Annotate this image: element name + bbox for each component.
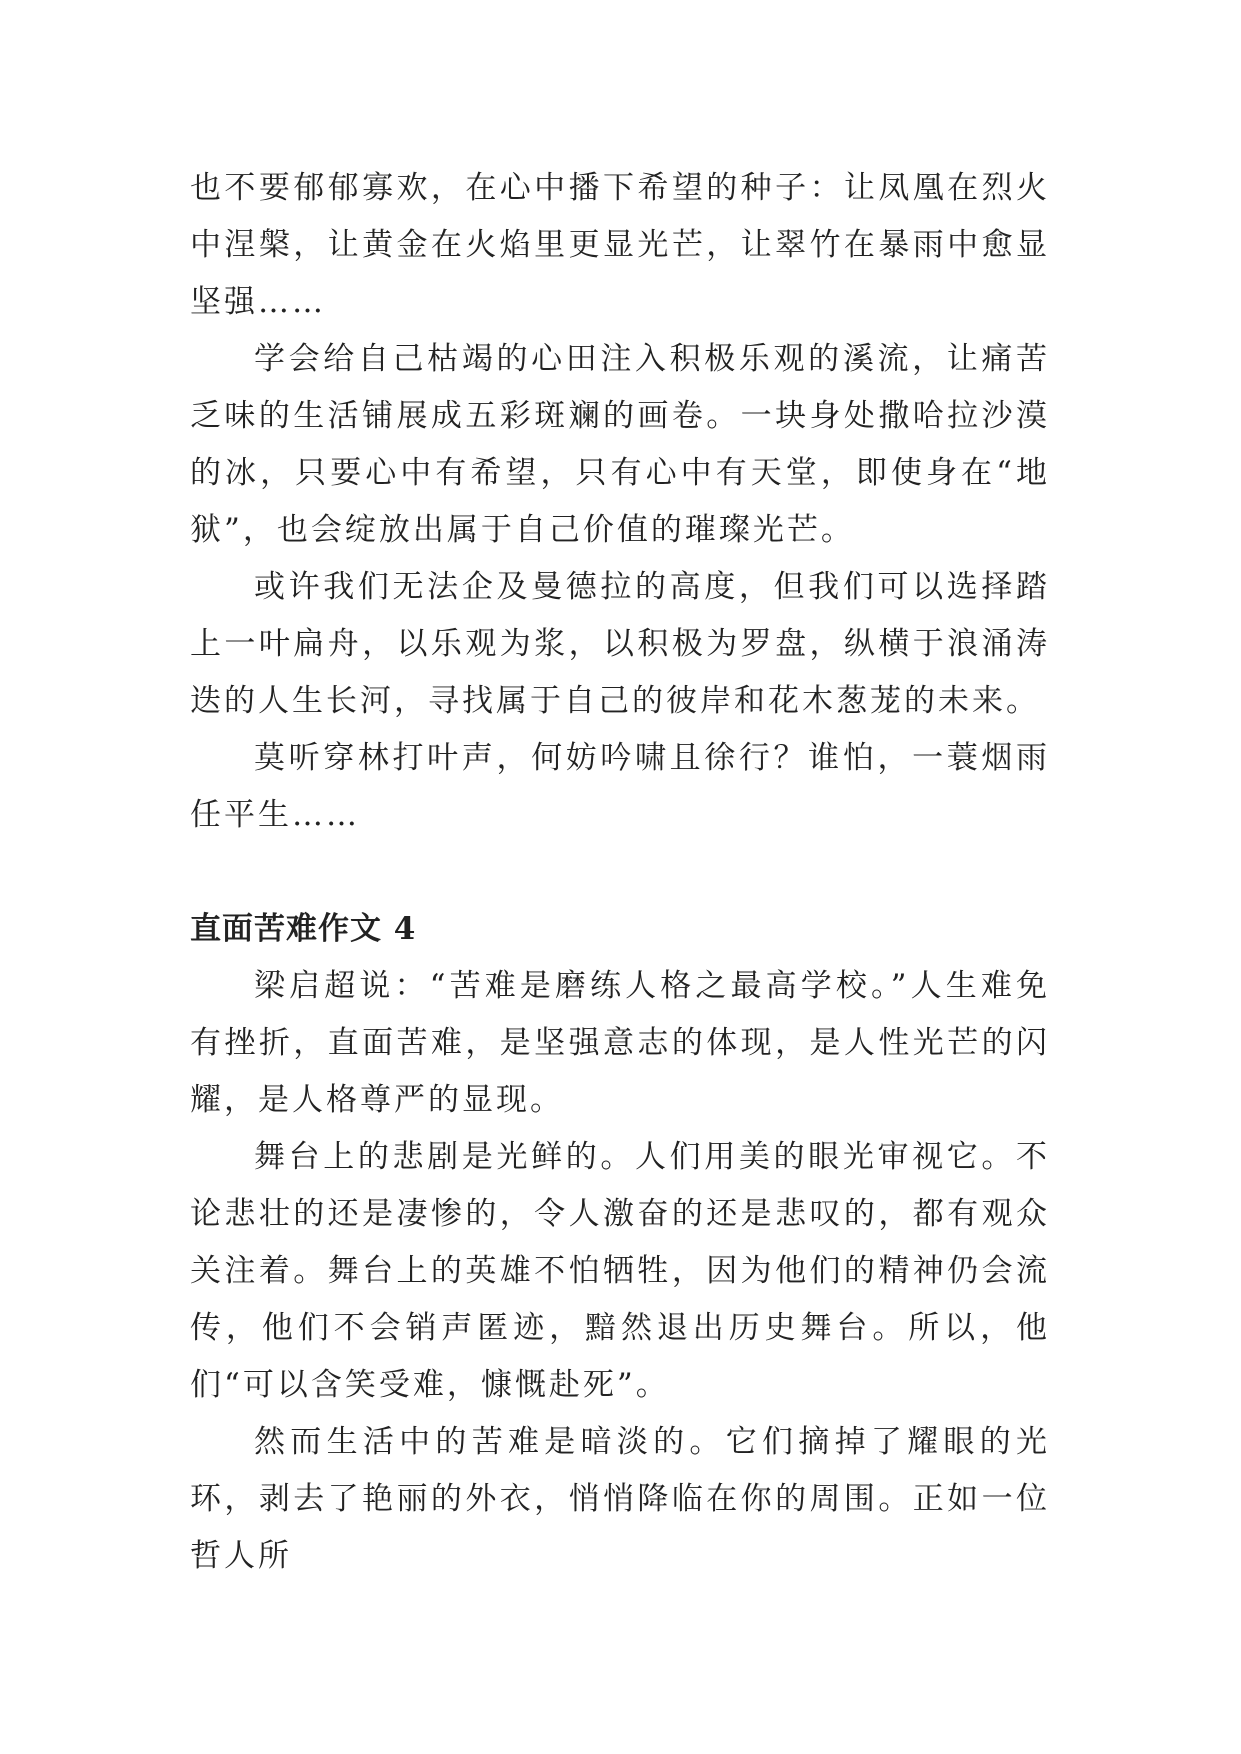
paragraph: 学会给自己枯竭的心田注入积极乐观的溪流，让痛苦乏味的生活铺展成五彩斑斓的画卷。一块身处撒哈拉沙漠的冰，只要心中有希望，只有心中有天堂，即使身在“地狱”，也会绽放出属于自己价值的璀璨光芒。 xyxy=(190,341,1050,548)
paragraph: 然而生活中的苦难是暗淡的。它们摘掉了耀眼的光环，剥去了艳丽的外衣，悄悄降临在你的周围。正如一位哲人所 xyxy=(190,1424,1050,1574)
paragraph: 或许我们无法企及曼德拉的高度，但我们可以选择踏上一叶扁舟，以乐观为浆，以积极为罗盘，纵横于浪涌涛迭的人生长河，寻找属于自己的彼岸和花木葱茏的未来。 xyxy=(190,569,1050,719)
section-title: 直面苦难作文 4 xyxy=(190,911,417,947)
paragraph: 莫听穿林打叶声，何妨吟啸且徐行？谁怕，一蓑烟雨任平生…… xyxy=(190,740,1050,833)
document-body xyxy=(190,160,1050,1585)
paragraph: 也不要郁郁寡欢，在心中播下希望的种子：让凤凰在烈火中涅槃，让黄金在火焰里更显光芒，让翠竹在暴雨中愈显坚强…… xyxy=(190,170,1050,320)
paragraph: 舞台上的悲剧是光鲜的。人们用美的眼光审视它。不论悲壮的还是凄惨的，令人激奋的还是悲叹的，都有观众关注着。舞台上的英雄不怕牺牲，因为他们的精神仍会流传，他们不会销声匿迹，黯然退出历史舞台。所以，他们“可以含笑受难，慷慨赴死”。 xyxy=(190,1139,1050,1403)
paragraph: 梁启超说：“苦难是磨练人格之最高学校。”人生难免有挫折，直面苦难，是坚强意志的体现，是人性光芒的闪耀，是人格尊严的显现。 xyxy=(190,968,1050,1118)
